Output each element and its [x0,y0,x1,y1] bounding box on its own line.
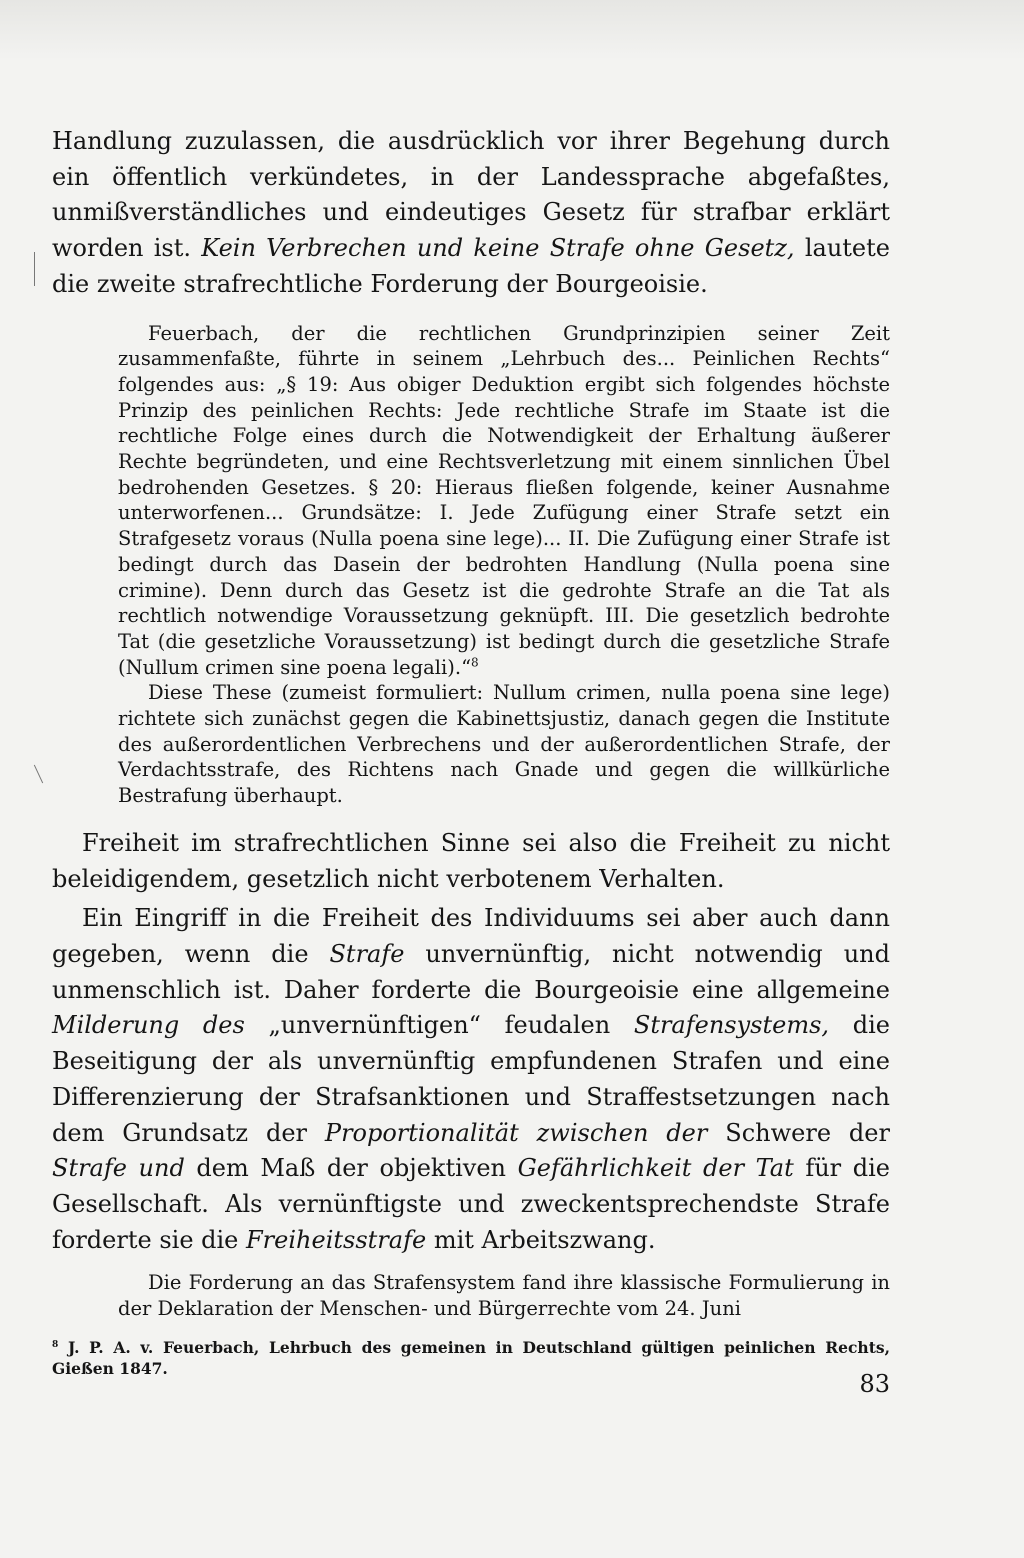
text-run: mit Arbeitszwang. [433,1225,656,1254]
italic-text-run: Proportionalität zwischen der [324,1118,708,1147]
footnote-text: J. P. A. v. Feuerbach, Lehrbuch des gemeinen in Deutschland gültigen peinlichen Rechts, Gießen 1847. [52,1337,890,1378]
page-edge-shading [0,0,1024,60]
text-run: lautete die zweite strafrechtliche Forderung der Bourgeoisie. [52,234,890,298]
page-body [52,124,890,1379]
quote-text: Feuerbach, der die rechtlichen Grundprinzipien seiner Zeit zusammenfaßte, führte in seinem „Lehrbuch des... Peinlichen Rechts“ folgendes aus: „§ 19: Aus obiger Deduktion ergibt sich folgendes höchste Prinzip des peinlichen Rechts: Jede rechtliche Strafe im Staate ist die rechtliche Folge eines durch die Notwendigkeit der Erhaltung äußerer Rechte begründeten, und eine Rechtsverletzung mit einem sinnlichen Übel bedrohenden Gesetzes. § 20: Hieraus fließen folgende, keiner Ausnahme unterworfenen... Grundsätze: I. Jede Zufügung einer Strafe setzt ein Strafgesetz voraus (Nulla poena sine lege)... II. Die Zufügung einer Strafe ist bedingt durch das Dasein der bedrohten Handlung (Nulla poena sine crimine). Denn durch das Gesetz ist die gedrohte Strafe an die Tat als rechtlich notwendige Voraussetzung geknüpft. III. Die gesetzlich bedrohte Tat (die gesetzliche Voraussetzung) ist bedingt durch die gesetzliche Strafe (Nullum crimen sine poena legali).“ [118,321,890,679]
italic-text-run: Freiheitsstrafe [246,1225,427,1254]
text-run: Ein Eingriff in die Freiheit des Individuums sei aber auch dann gegeben, wenn die [52,904,890,968]
indented-quote-block [118,321,890,809]
margin-pencil-mark [34,252,35,286]
italic-text-run: Kein Verbrechen und keine Strafe ohne Gesetz, [201,234,795,263]
text-run: Handlung zuzulassen, die ausdrücklich vor ihrer Begehung durch ein öffentlich verkündetes, in der Landessprache abgefaßtes, unmißverständliches und eindeutiges Gesetz für strafbar erklärt worden ist. [52,127,890,263]
text-run: unvernünftig, nicht notwendig und unmenschlich ist. Daher forderte die Bourgeoisie eine allgemeine [52,939,890,1004]
quote-paragraph: Die Forderung an das Strafensystem fand ihre klassische Formulierung in der Deklaration der Menschen- und Bürgerrechte vom 24. Juni [118,1271,890,1321]
text-run: Schwere der [725,1118,890,1147]
body-paragraph [52,124,890,303]
quote-paragraph: Diese These (zumeist formuliert: Nullum crimen, nulla poena sine lege) richtete sich zunächst gegen die Kabinettsjustiz, danach gegen die Institute des außerordentlichen Verbrechens und der außerordentlichen Strafe, der Verdachtsstrafe, des Richtens nach Gnade und gegen die willkürliche Bestrafung überhaupt. [118,681,890,808]
footnote-reference: 8 [471,655,479,670]
text-run: dem Maß der objektiven [196,1154,507,1183]
footnote-mark: 8 [52,1339,59,1350]
margin-pencil-mark [34,765,43,784]
footnote [52,1337,890,1379]
italic-text-run: Strafe und [52,1154,185,1183]
text-run: für die Gesellschaft. Als vernünftigste und zweckentsprechendste Strafe forderte sie die [52,1154,890,1254]
body-paragraph [52,901,890,1258]
text-run: die Beseitigung der als unvernünftig empfundenen Strafen und eine Differenzierung der Strafsanktionen und Straffestsetzungen nach dem Grundsatz der [52,1011,890,1147]
body-paragraph: Freiheit im strafrechtlichen Sinne sei also die Freiheit zu nicht beleidigendem, gesetzlich nicht verbotenem Verhalten. [52,828,890,893]
italic-text-run: Strafe [329,939,405,968]
text-run: „unvernünftigen“ feudalen [268,1011,611,1040]
page-number: 83 [859,1370,890,1398]
italic-text-run: Gefährlichkeit der Tat [517,1154,794,1183]
italic-text-run: Milderung des [52,1011,245,1040]
quote-paragraph [118,321,890,681]
indented-quote-block [118,1270,890,1321]
italic-text-run: Strafensystems, [633,1011,830,1040]
